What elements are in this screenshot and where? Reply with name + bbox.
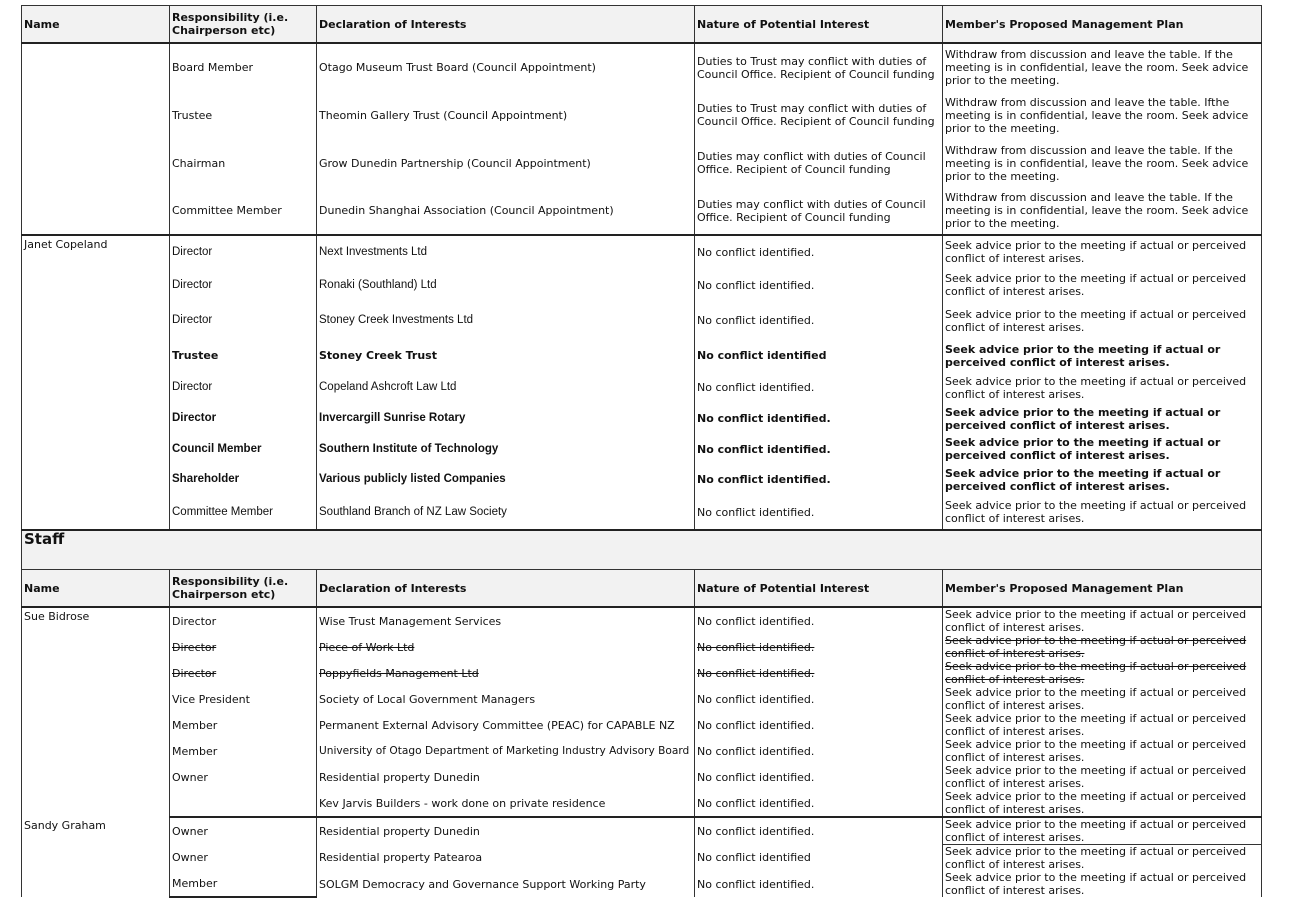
table-row (22, 660, 1262, 686)
declaration-cell: Wise Trust Management Services (317, 607, 695, 634)
responsibility-cell: Director (170, 302, 317, 339)
nature-cell: No conflict identified. (695, 372, 943, 403)
declaration-cell: Southland Branch of NZ Law Society (317, 495, 695, 530)
plan-cell: Seek advice prior to the meeting if actual or perceived conflict of interest arises. (943, 339, 1262, 372)
nature-cell: No conflict identified (695, 845, 943, 872)
plan-cell: Withdraw from discussion and leave the table. If the meeting is in confidential, leave the room. Seek advice prior to the meeting. (943, 139, 1262, 187)
table-row (22, 235, 1262, 268)
responsibility-cell: Board Member (170, 43, 317, 91)
declaration-cell: Permanent External Advisory Committee (PEAC) for CAPABLE NZ (317, 712, 695, 738)
responsibility-cell: Director (170, 634, 317, 660)
declaration-cell: Kev Jarvis Builders - work done on private residence (317, 790, 695, 817)
nature-cell: No conflict identified. (695, 464, 943, 495)
plan-cell: Seek advice prior to the meeting if actual or perceived conflict of interest arises. (943, 738, 1262, 764)
table-row (22, 187, 1262, 235)
table-row (22, 817, 1262, 845)
table-row (22, 764, 1262, 790)
nature-cell: No conflict identified. (695, 660, 943, 686)
declaration-cell: Poppyfields Management Ltd (317, 660, 695, 686)
nature-cell: No conflict identified. (695, 403, 943, 434)
header-declaration: Declaration of Interests (317, 6, 695, 44)
table-row (22, 712, 1262, 738)
declaration-cell: Society of Local Government Managers (317, 686, 695, 712)
plan-cell: Seek advice prior to the meeting if actual or perceived conflict of interest arises. (943, 607, 1262, 634)
table-row (22, 302, 1262, 339)
declaration-cell: Piece of Work Ltd (317, 634, 695, 660)
responsibility-cell: Director (170, 268, 317, 302)
declaration-cell: Residential property Patearoa (317, 845, 695, 872)
table-row (22, 871, 1262, 897)
responsibility-cell: Director (170, 660, 317, 686)
plan-cell: Seek advice prior to the meeting if actual or perceived conflict of interest arises. (943, 764, 1262, 790)
responsibility-cell: Trustee (170, 91, 317, 139)
header-nature: Nature of Potential Interest (695, 6, 943, 44)
plan-cell: Seek advice prior to the meeting if actual or perceived conflict of interest arises. (943, 268, 1262, 302)
declaration-cell: Copeland Ashcroft Law Ltd (317, 372, 695, 403)
declaration-cell: Otago Museum Trust Board (Council Appointment) (317, 43, 695, 91)
nature-cell: Duties may conflict with duties of Council Office. Recipient of Council funding (695, 139, 943, 187)
responsibility-cell: Director (170, 607, 317, 634)
table-row (22, 790, 1262, 817)
plan-cell: Seek advice prior to the meeting if actual or perceived conflict of interest arises. (943, 302, 1262, 339)
header-nature: Nature of Potential Interest (695, 570, 943, 608)
nature-cell: No conflict identified. (695, 495, 943, 530)
plan-cell: Seek advice prior to the meeting if actual or perceived conflict of interest arises. (943, 434, 1262, 464)
staff-section-row (22, 530, 1262, 570)
declaration-cell: Dunedin Shanghai Association (Council Appointment) (317, 187, 695, 235)
declaration-cell: Residential property Dunedin (317, 817, 695, 845)
plan-cell: Seek advice prior to the meeting if actual or perceived conflict of interest arises. (943, 372, 1262, 403)
table-header-row (22, 6, 1262, 44)
declaration-cell: Theomin Gallery Trust (Council Appointment) (317, 91, 695, 139)
member-name-sue-bidrose: Sue Bidrose (22, 607, 170, 817)
table-row (22, 738, 1262, 764)
plan-cell: Seek advice prior to the meeting if actual or perceived conflict of interest arises. (943, 845, 1262, 872)
interests-register (21, 5, 1261, 898)
header-name: Name (22, 570, 170, 608)
table-row (22, 845, 1262, 872)
plan-cell: Withdraw from discussion and leave the table. Ifthe meeting is in confidential, leave the room. Seek advice prior to the meeting. (943, 91, 1262, 139)
table-row (22, 686, 1262, 712)
responsibility-cell: Director (170, 372, 317, 403)
declaration-cell: Residential property Dunedin (317, 764, 695, 790)
plan-cell: Seek advice prior to the meeting if actual or perceived conflict of interest arises. (943, 403, 1262, 434)
table-row (22, 434, 1262, 464)
table-header-row (22, 570, 1262, 608)
nature-cell: No conflict identified. (695, 790, 943, 817)
table-row (22, 495, 1262, 530)
responsibility-cell: Chairman (170, 139, 317, 187)
header-responsibility: Responsibility (i.e. Chairperson etc) (170, 6, 317, 44)
declaration-cell: Ronaki (Southland) Ltd (317, 268, 695, 302)
plan-cell: Seek advice prior to the meeting if actual or perceived conflict of interest arises. (943, 464, 1262, 495)
declaration-cell: Southern Institute of Technology (317, 434, 695, 464)
table-row (22, 139, 1262, 187)
nature-cell: No conflict identified. (695, 712, 943, 738)
interests-table (21, 5, 1262, 898)
plan-cell: Seek advice prior to the meeting if actual or perceived conflict of interest arises. (943, 634, 1262, 660)
responsibility-cell: Owner (170, 845, 317, 872)
plan-cell: Seek advice prior to the meeting if actual or perceived conflict of interest arises. (943, 686, 1262, 712)
nature-cell: Duties may conflict with duties of Council Office. Recipient of Council funding (695, 187, 943, 235)
responsibility-cell: Committee Member (170, 495, 317, 530)
nature-cell: Duties to Trust may conflict with duties of Council Office. Recipient of Council funding (695, 43, 943, 91)
nature-cell: No conflict identified. (695, 607, 943, 634)
declaration-cell: SOLGM Democracy and Governance Support Working Party (317, 871, 695, 897)
responsibility-cell: Committee Member (170, 187, 317, 235)
plan-cell: Seek advice prior to the meeting if actual or perceived conflict of interest arises. (943, 871, 1262, 897)
header-responsibility: Responsibility (i.e. Chairperson etc) (170, 570, 317, 608)
nature-cell: No conflict identified (695, 339, 943, 372)
responsibility-cell: Trustee (170, 339, 317, 372)
nature-cell: No conflict identified. (695, 434, 943, 464)
responsibility-cell: Member (170, 871, 317, 897)
nature-cell: No conflict identified. (695, 634, 943, 660)
plan-cell: Seek advice prior to the meeting if actual or perceived conflict of interest arises. (943, 817, 1262, 845)
table-row (22, 464, 1262, 495)
table-row (22, 43, 1262, 91)
responsibility-cell: Owner (170, 817, 317, 845)
responsibility-cell: Member (170, 738, 317, 764)
plan-cell: Seek advice prior to the meeting if actual or perceived conflict of interest arises. (943, 712, 1262, 738)
table-row (22, 339, 1262, 372)
declaration-cell: University of Otago Department of Marketing Industry Advisory Board (317, 738, 695, 764)
responsibility-cell: Director (170, 235, 317, 268)
responsibility-cell (170, 790, 317, 817)
responsibility-cell: Vice President (170, 686, 317, 712)
table-row (22, 268, 1262, 302)
nature-cell: No conflict identified. (695, 302, 943, 339)
nature-cell: No conflict identified. (695, 817, 943, 845)
member-name-cell (22, 43, 170, 235)
header-plan: Member's Proposed Management Plan (943, 570, 1262, 608)
nature-cell: No conflict identified. (695, 764, 943, 790)
member-name-sandy-graham: Sandy Graham (22, 817, 170, 897)
table-row (22, 372, 1262, 403)
plan-cell: Withdraw from discussion and leave the table. If the meeting is in confidential, leave the room. Seek advice prior to the meeting. (943, 43, 1262, 91)
plan-cell: Seek advice prior to the meeting if actual or perceived conflict of interest arises. (943, 660, 1262, 686)
plan-cell: Seek advice prior to the meeting if actual or perceived conflict of interest arises. (943, 495, 1262, 530)
responsibility-cell: Council Member (170, 434, 317, 464)
responsibility-cell: Shareholder (170, 464, 317, 495)
declaration-cell: Grow Dunedin Partnership (Council Appointment) (317, 139, 695, 187)
nature-cell: Duties to Trust may conflict with duties of Council Office. Recipient of Council funding (695, 91, 943, 139)
plan-cell: Withdraw from discussion and leave the table. If the meeting is in confidential, leave the room. Seek advice prior to the meeting. (943, 187, 1262, 235)
nature-cell: No conflict identified. (695, 738, 943, 764)
declaration-cell: Stoney Creek Trust (317, 339, 695, 372)
responsibility-cell: Director (170, 403, 317, 434)
table-row (22, 607, 1262, 634)
table-row (22, 634, 1262, 660)
header-plan: Member's Proposed Management Plan (943, 6, 1262, 44)
responsibility-cell: Owner (170, 764, 317, 790)
member-name-janet-copeland: Janet Copeland (22, 235, 170, 530)
declaration-cell: Next Investments Ltd (317, 235, 695, 268)
header-declaration: Declaration of Interests (317, 570, 695, 608)
nature-cell: No conflict identified. (695, 268, 943, 302)
nature-cell: No conflict identified. (695, 686, 943, 712)
plan-cell: Seek advice prior to the meeting if actual or perceived conflict of interest arises. (943, 790, 1262, 817)
table-row (22, 91, 1262, 139)
nature-cell: No conflict identified. (695, 871, 943, 897)
declaration-cell: Various publicly listed Companies (317, 464, 695, 495)
table-row (22, 403, 1262, 434)
nature-cell: No conflict identified. (695, 235, 943, 268)
responsibility-cell: Member (170, 712, 317, 738)
header-name: Name (22, 6, 170, 44)
declaration-cell: Stoney Creek Investments Ltd (317, 302, 695, 339)
declaration-cell: Invercargill Sunrise Rotary (317, 403, 695, 434)
staff-section-title: Staff (22, 530, 1262, 570)
plan-cell: Seek advice prior to the meeting if actual or perceived conflict of interest arises. (943, 235, 1262, 268)
